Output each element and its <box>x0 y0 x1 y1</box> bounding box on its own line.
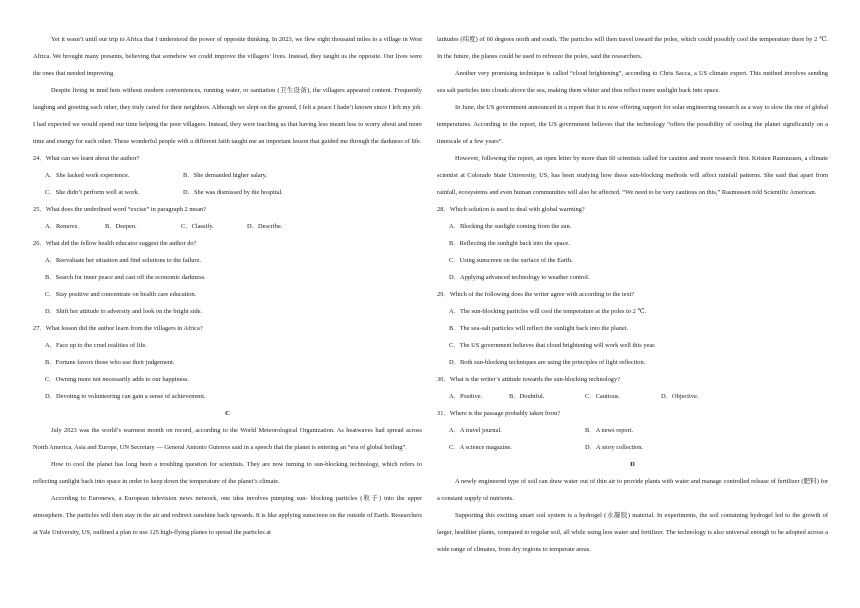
section-d-heading: D <box>630 461 635 468</box>
question-24-options-cd <box>33 184 422 201</box>
option-24-b: B．She demanded higher salary. <box>183 172 268 179</box>
question-27-stem: 27．What lesson did the author learn from the villagers in Africa? <box>33 325 203 332</box>
option-29-d: D．Both sun-blocking techniques are using the principles of light reflection. <box>449 359 646 366</box>
option-30-c: C．Cautious. <box>585 393 620 400</box>
question-31-stem: 31．Where is the passage probably taken from? <box>437 410 561 417</box>
option-27-a: A．Face up to the cruel realities of life. <box>45 342 147 349</box>
left-column <box>33 31 422 541</box>
passage-paragraph: However, following the report, an open letter by more than 60 scientists called for caution and more research first. Kristen Rasmussen, a climate scientist at Colorado State University, US, has been studying how these sun-blocking methods will affect rainfall patterns. She said that apart from rainfall, ecosystems and even human communities will also be affected. “We need to be very cautious on this,” Rasmussen told Scientific American. <box>437 155 828 196</box>
option-26-a: A．Reevaluate her situation and find solutions to the failure. <box>45 257 201 264</box>
passage-paragraph: In June, the US government announced in a report that it is now offering support for solar engineering research as a way to slow the rise of global temperatures. According to the report, the US government believes that the technology “offers the possibility of cooling the planet significantly on a timescale of a few years”. <box>437 104 828 145</box>
question-30-options <box>437 388 828 405</box>
option-30-d: D．Objective. <box>661 393 699 400</box>
option-24-d: D．She was dismissed by the hospital. <box>183 189 283 196</box>
option-26-b: B．Search for inner peace and cast off the economic darkness. <box>45 274 206 281</box>
question-28-stem: 28．Which solution is used to deal with global warming? <box>437 206 585 213</box>
passage-paragraph: Despite living in mud huts without modern conveniences, running water, or sanitation (卫生设备), the villagers appeared content. Frequently laughing and greeting each other, they truly cared for their neighbors. Although we slept on the ground, I felt a peace I hadn’t known since I left my job. I had expected we would spend our time helping the poor villagers. Instead, they were teaching us that having less meant less to worry about and more time and energy for each other. These wonderful people with a different faith taught me an important lesson that guided me through the darkness of life. <box>33 87 422 145</box>
passage-paragraph: How to cool the planet has long been a troubling question for scientists. They are now turning to sun-blocking technology, which refers to reflecting sunlight back into space in order to keep down the temperature of the planet’s climate. <box>33 461 422 485</box>
question-26-stem: 26．What did the fellow health educator suggest the author do? <box>33 240 197 247</box>
passage-paragraph: Supporting this exciting smart soil system is a hydrogel (水凝胶) material. In experiments, the soil containing hydrogel led to the growth of larger, healthier plants, compared to regular soil, all while using less water and fertilizer. The technology is also universal enough to be adopted across a wide range of climates, from dry regions to temperate areas. <box>437 512 828 553</box>
question-24-options-ab <box>33 167 422 184</box>
section-c-heading: C <box>225 410 230 417</box>
option-28-d: D．Applying advanced technology to weather control. <box>449 274 590 281</box>
option-25-a: A．Remove. <box>45 223 79 230</box>
passage-paragraph: Another very promising technique is called “cloud brightening”, according to Chris Sacca, a US climate expert. This method involves sending sea salt particles into clouds above the sea, making them whiter and thus reflect more sunlight back into space. <box>437 70 828 94</box>
option-29-c: C．The US government believes that cloud brightening will work well this year. <box>449 342 656 349</box>
question-29-stem: 29．Which of the following does the writer agree with according to the text? <box>437 291 635 298</box>
option-31-a: A．A travel journal. <box>449 427 502 434</box>
passage-paragraph: latitudes (纬度) of 60 degrees north and south. The particles will then travel toward the poles, which could possibly cool the temperature there by 2 ℃. In the future, the planes could be used to refreeze the poles, said the researchers. <box>437 36 828 60</box>
option-31-d: D．A story collection. <box>585 444 644 451</box>
question-30-stem: 30．What is the writer’s attitude towards the sun-blocking technology? <box>437 376 621 383</box>
option-27-d: D．Devoting to volunteering can gain a sense of achievement. <box>45 393 206 400</box>
question-31-options-ab <box>437 422 828 439</box>
right-column <box>437 31 828 558</box>
option-29-a: A．The sun-blocking particles will cool the temperature at the poles to 2 ℃. <box>449 308 647 315</box>
option-30-b: B．Doubtful. <box>509 393 545 400</box>
question-25-options <box>33 218 422 235</box>
passage-paragraph: According to Euronews, a European television news network, one idea involves pumping sun- blocking particles (粒子) into the upper atmosphere. The particles will then stay in the air and redirect sunshine back upwards. It is like applying sunscreen on the outside of Earth. Researchers at Yale University, US, outlined a plan to use 125 high-flying planes to spread the particles at <box>33 495 422 536</box>
option-24-c: C．She didn’t perform well at work. <box>45 189 140 196</box>
option-25-b: B．Deepen. <box>105 223 137 230</box>
passage-paragraph: Yet it wasn’t until our trip to Africa that I understood the power of opposite thinking. In 2023, we flew eight thousand miles to a village in West Africa. We brought many presents, believing that somehow we could improve the villagers’ lives. Instead, they taught us the opposite. Our lives were the ones that needed improving. <box>33 36 422 77</box>
question-25-stem: 25．What does the underlined word “excise” in paragraph 2 mean? <box>33 206 207 213</box>
passage-paragraph: A newly engineered type of soil can draw water out of thin air to provide plants with water and manage controlled release of fertilizer (肥料) for a constant supply of nutrients. <box>437 478 828 502</box>
option-30-a: A．Positive. <box>449 393 483 400</box>
option-28-b: B．Reflecting the sunlight back into the space. <box>449 240 570 247</box>
option-26-c: C．Stay positive and concentrate on health care education. <box>45 291 197 298</box>
option-25-c: C．Classify. <box>181 223 214 230</box>
option-31-c: C．A science magazine. <box>449 444 512 451</box>
passage-paragraph: July 2023 was the world’s warmest month on record, according to the World Meteorological Organization. As heatwaves had spread across North America, Asia and Europe, UN Secretary — General Antonio Guterres said in a speech that the planet is entering an “era of global boiling”. <box>33 427 422 451</box>
option-25-d: D．Describe. <box>247 223 283 230</box>
option-26-d: D．Shift her attitude to adversity and look on the bright side. <box>45 308 203 315</box>
option-24-a: A．She lacked work experience. <box>45 172 130 179</box>
option-28-c: C．Using sunscreen on the surface of the Earth. <box>449 257 573 264</box>
option-27-c: C．Owning more not necessarily adds to our happiness. <box>45 376 190 383</box>
option-27-b: B．Fortune favors those who use their judgement. <box>45 359 175 366</box>
option-31-b: B．A news report. <box>585 427 634 434</box>
option-29-b: B．The sea-salt particles will reflect the sunlight back into the planet. <box>449 325 629 332</box>
question-31-options-cd <box>437 439 828 456</box>
question-24-stem: 24．What can we learn about the author? <box>33 155 140 162</box>
option-28-a: A．Blocking the sunlight coming from the sun. <box>449 223 572 230</box>
